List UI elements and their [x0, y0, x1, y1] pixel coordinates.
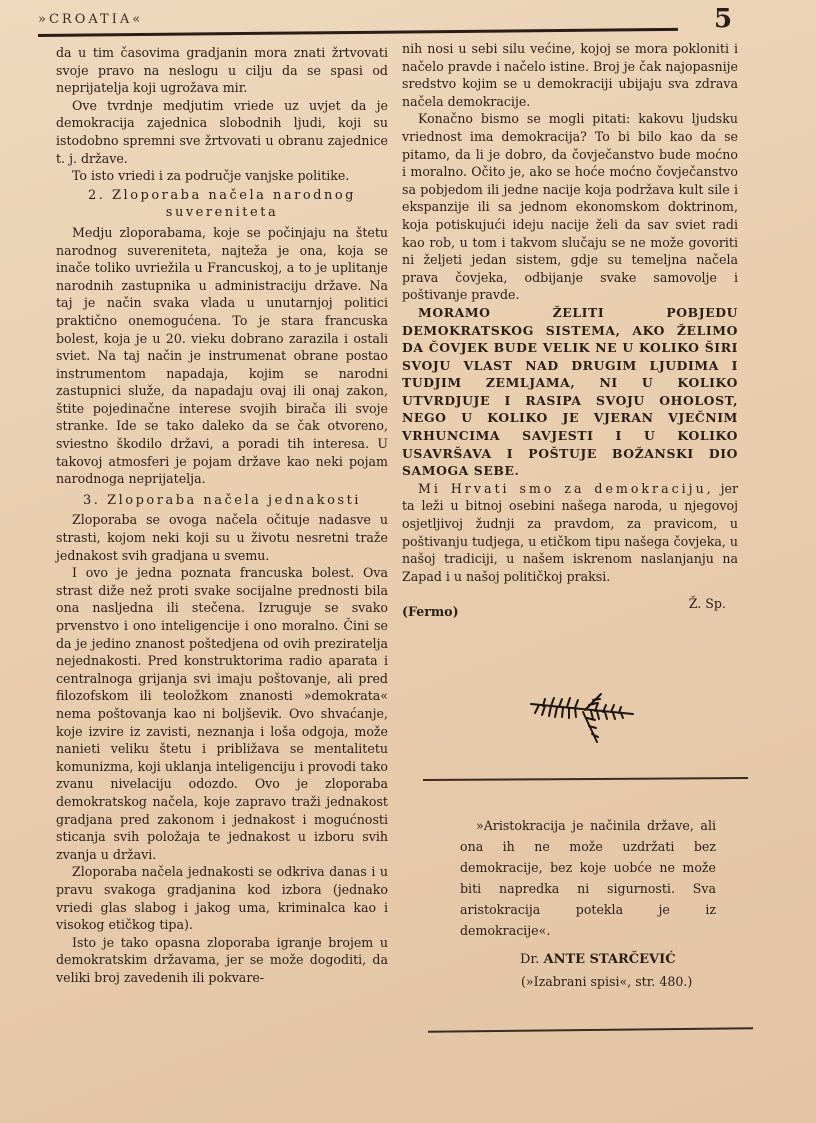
quote-author	[520, 952, 676, 967]
emphasis-paragraph: MORAMO ŽELITI POBJEDU DEMOKRATSKOG SISTEMA, AKO ŽELIMO DA ČOVJEK BUDE VELIK NE U KOLIKO ŠIRI SVOJU VLAST NAD DRUGIM LJUDIMA I TUDJIM ZEMLJAMA, NI U KOLIKO UTVRDJUJE I RASIPA SVOJU OHOLOST, NEGO U KOLIKO JE VJERAN VJEČNIM VRHUNCIMA SAVJESTI I U KOLIKO USAVRŠAVA I POŠTUJE BOŽANSKI DIO SAMOGA SEBE.	[402, 304, 738, 479]
right-column	[402, 40, 738, 621]
paragraph-lead: Mi Hrvati smo za demokraciju,	[418, 480, 714, 496]
section-heading-line: suvereniteta	[165, 205, 279, 221]
paragraph	[402, 480, 738, 586]
paragraph: Ove tvrdnje medjutim vriede uz uvjet da je demokracija zajednica slobodnih ljudi, koji su istodobno spremni sve žrtvovati u obranu zajednice t. j. države.	[56, 97, 388, 166]
divider-rule	[428, 1027, 753, 1032]
section-heading-3: 3. Zloporaba načela jednakosti	[83, 492, 361, 508]
paragraph: da u tim časovima gradjanin mora znati žrtvovati svoje pravo na neslogu u cilju da se spasi od neprijatelja koji ugrožava mir.	[56, 45, 388, 96]
fir-branch-icon	[525, 690, 641, 746]
paragraph-rest: jer ta leži u bitnoj osebini našega naroda, u njegovoj osjetljivoj žudnji za pravdom, za pravicom, u poštivanju tudjega, u etičkom tipu našega čovjeka, u našoj tradiciji, u našem iskrenom naslanjanju na Zapad i u našoj političkoj praksi.	[402, 480, 738, 584]
quote-text: »Aristokracija je načinila države, ali ona ih ne može uzdržati bez demokracije, bez koje uobće ne može biti napredka ni sigurnosti. Sva aristokracija potekla je iz demokracije«.	[460, 818, 716, 938]
author-signature: Ž. Sp.	[688, 596, 726, 612]
paragraph: Konačno bismo se mogli pitati: kakovu ljudsku vriednost ima demokracija? To bi bilo kao da se pitamo, da li je dobro, da čovječanstvo bude moćno i moralno. Očito je, ako se hoće moćno čovječanstvo sa pobjedom ili jedne nacije koja podržava kult sile i ekspanzije ili sa jednom ekonomskom doktrinom, koja potiskujući ideju nacije želi da sav sviet radi kao rob, u tom i takvom slučaju se ne može govoriti ni željeti jedan sistem, gdje su temeljna načela prava čovjeka, odbijanje svake samovolje i poštivanje pravde.	[402, 111, 738, 303]
page-number: 5	[714, 4, 733, 34]
paragraph: I ovo je jedna poznata francuska bolest. Ova strast diže než proti svake socijalne prednosti bila ona nasljedna ili stečena. Izruguje se svako prvenstvo i ono inteligencije i ono moralno. Čini se da je jedino znanost poštedjena od ovih preziratelja nejednakosti. Pred konstruktorima radio aparata i centralnoga grijanja svi imaju poštovanje, ali pred filozofskom ili teoložkom znanosti »demokrata« nema poštovanja kao ni boljševik. Ovo shvaćanje, koje izvire iz zavisti, neznanja i loša odgoja, može nanieti veliku štetu i približava se mentalitetu komunizma, koji uklanja inteligenciju i provodi tako zvanu nivelaciju odozdo. Ovo je zloporaba demokratskog načela, koje zapravo traži jednakost gradjana pred zakonom i jednakost i mogućnosti sticanja svih položaja te jednakost u izboru svih zvanja u državi.	[56, 565, 388, 862]
footnote-fermo: (Fermo)	[402, 604, 459, 620]
author-name: ANTE STARČEVIĆ	[543, 952, 676, 967]
paragraph: Medju zloporabama, koje se počinjaju na štetu narodnog suvereniteta, najteža je ona, koja se inače toliko uvriežila u Francuskoj, a to je uplitanje narodnih zastupnika u administraciju države. Na taj je način svaka vlada u unutarnjoj politici praktično onemogućena. To je stara francuska bolest, koja je u 20. vieku dobrano zarazila i ostali sviet. Na taj način je instrumenat obrane postao instrumentom napadaja, kojim se narodni zastupnici služe, da napadaju ovaj ili onaj zakon, štite pojedinačne interese svojih birača ili svoje stranke. Ide se tako daleko da se čak otvoreno, sviestno škodilo državi, a poradi tih interesa. U takovoj atmosferi je pojam države kao neki pojam narodnoga neprijatelja.	[56, 224, 388, 487]
quote-source: (»Izabrani spisi«, str. 480.)	[521, 974, 693, 989]
header-rule	[38, 28, 678, 37]
paragraph: nih nosi u sebi silu većine, kojoj se mora pokloniti i načelo pravde i načelo istine. Broj je čak najopasnije sredstvo kojim se u demokraciji ubijaju sva zdrava načela demokracije.	[402, 41, 738, 109]
paragraph: Isto je tako opasna zloporaba igranje brojem u demokratskim državama, jer se može dogoditi, da veliki broj zavedenih ili pokvare-	[56, 934, 388, 985]
section-heading-2	[56, 187, 388, 222]
paragraph: Zloporaba se ovoga načela očituje nadasve u strasti, kojom neki koji su u životu nesretni traže jednakost svih gradjana u svemu.	[56, 512, 388, 563]
section-heading-line: 2. Zloporaba načela narodnog	[87, 187, 356, 203]
divider-rule	[423, 777, 748, 780]
signature-row	[402, 595, 738, 621]
paragraph: Zloporaba načela jednakosti se odkriva danas i u pravu svakoga gradjanina kod izbora (jednako vriedi glas slabog i jakog uma, kriminalca kao i visokog etičkog tipa).	[56, 864, 388, 933]
page-header	[38, 6, 738, 36]
paragraph: To isto vriedi i za područje vanjske politike.	[72, 168, 350, 184]
left-column	[56, 44, 388, 986]
quote-box	[460, 815, 716, 941]
running-head: »CROATIA«	[38, 12, 144, 27]
author-prefix: Dr.	[520, 952, 540, 967]
